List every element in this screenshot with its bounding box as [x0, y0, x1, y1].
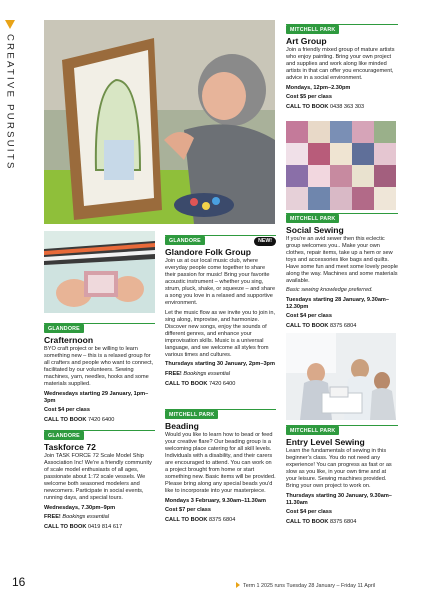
article-note: Basic sewing knowledge preferred.	[286, 287, 373, 293]
article-title: Entry Level Sewing	[286, 436, 365, 447]
article-title: Beading	[165, 420, 199, 431]
article-schedule: Thursdays starting 30 January, 2pm–3pm	[165, 361, 275, 367]
phone-number: 0438 363 303	[329, 104, 365, 110]
photo-painting-easel	[44, 20, 275, 224]
article-title: Social Sewing	[286, 224, 344, 235]
location-tag: GLANDORE	[165, 236, 205, 245]
location-tag: MITCHELL PARK	[165, 410, 218, 419]
section-marker-triangle	[5, 20, 15, 29]
photo-quilt	[286, 121, 396, 210]
article-entry-level-sewing	[286, 425, 398, 526]
call-to-book: CALL TO BOOK 0438 363 303	[286, 104, 365, 110]
location-tag: MITCHELL PARK	[286, 426, 339, 435]
article-taskforce-72	[44, 430, 155, 531]
call-to-book: CALL TO BOOK 8375 6804	[286, 323, 357, 329]
location-tag: GLANDORE	[44, 431, 84, 440]
article-body: Join a friendly mixed group of mature artists who enjoy painting. Bring your own project and supplies and work along like minded artists in that can offer you encouragement, advice in a social environment.	[286, 47, 395, 81]
article-body: BYO craft project or be willing to learn something new – this is a relaxed group for all crafters and people who want to connect, facilitated by our volunteers. Sewing machines, yarn, needles, hooks and some materials supplied.	[44, 346, 154, 387]
article-title: Art Group	[286, 35, 327, 46]
footer-term-dates: Term 1 2025 runs Tuesday 28 January – Friday 11 April	[236, 582, 375, 589]
sidebar-section-title: CREATIVE PURSUITS	[4, 34, 16, 171]
article-title: Crafternoon	[44, 334, 94, 345]
article-schedule: Tuesdays starting 28 January, 9.30am–12.30pm	[286, 296, 390, 310]
location-tag: MITCHELL PARK	[286, 214, 339, 223]
article-tagline	[286, 425, 398, 434]
phone-number: 8375 6804	[329, 323, 357, 329]
phone-number: 7420 6400	[87, 417, 115, 423]
article-cost: Cost $7 per class	[165, 507, 212, 513]
call-to-book: CALL TO BOOK 7420 6400	[165, 380, 236, 387]
article-tagline	[165, 409, 276, 418]
article-tagline	[44, 323, 155, 332]
article-title: Glandore Folk Group	[165, 246, 251, 257]
article-schedule: Wednesdays, 7.30pm–9pm	[44, 504, 116, 511]
article-crafternoon	[44, 323, 155, 424]
phone-number: 8375 6804	[208, 517, 236, 523]
article-schedule: Mondays, 12pm–2.30pm	[286, 84, 351, 91]
article-glandore-folk-group	[165, 235, 276, 388]
call-to-book: CALL TO BOOK 0419 814 617	[44, 524, 123, 530]
article-cost: Cost $5 per class	[286, 94, 333, 100]
article-schedule: Mondays 3 February, 9.30am–11.30am	[165, 497, 266, 504]
article-body-2: Let the music flow as we invite you to join in, sing along, improvise, and harmonize. Discover new songs, enjoy the sounds of different genres, and enhance your improvisation skills. Music is a universal language, and we welcome all styles from various times and cultures.	[165, 309, 276, 358]
phone-number: 8375 6804	[329, 519, 357, 525]
article-cost: Cost $4 per class	[286, 313, 333, 319]
article-body: Join us at our local music club, where everyday people come together to share their passion for music! Bring your favorite acoustic instrument – whether you sing, strum, pluck, shake, or squeeze – and share a song you love in a relaxed and supportive environment.	[165, 258, 276, 306]
article-schedule: Thursdays starting 30 January, 9.30am–11.30am	[286, 492, 392, 506]
article-title: Taskforce 72	[44, 441, 96, 452]
article-social-sewing	[286, 213, 398, 330]
phone-number: 0419 814 617	[87, 524, 123, 530]
article-cost: FREE! Bookings essential	[165, 370, 230, 377]
article-body: If you're an avid sewer then this eclectic group welcomes you.. Make your own clothes, repair items, take up a hem or sew toys and accessories like bags and quilts. Have some fun and meet some lovely people along the way. Machines and some materials available.	[286, 236, 398, 284]
article-tagline	[286, 213, 398, 222]
location-tag: GLANDORE	[44, 324, 84, 333]
phone-number: 7420 6400	[208, 380, 236, 387]
location-tag: MITCHELL PARK	[286, 25, 339, 34]
article-cost: Cost $4 per class	[44, 407, 91, 413]
photo-sewing-class	[286, 333, 396, 420]
new-badge: NEW!	[254, 237, 276, 246]
article-body: Learn the fundamentals of sewing in this beginner's class. You do not need any experience! You can progress as fast or as slow as you like, in your own time and at your leisure. Sewing machines provided. Bring your own project to work on.	[286, 448, 392, 489]
article-cost: Cost $4 per class	[286, 509, 333, 515]
article-tagline	[286, 24, 398, 33]
article-body: Would you like to learn how to bead or feed your creative flare? Our beading group is a welcoming place catering for all skill levels. Individuals with a disability, and their carers are encouraged to attend. You can work on a project brought from home or start something new. Basic items will be provided. Please bring along any special beads you'd like to incorporate into your masterpiece.	[165, 432, 276, 494]
article-tagline	[44, 430, 155, 439]
article-beading	[165, 409, 276, 524]
call-to-book: CALL TO BOOK 8375 6804	[286, 519, 357, 525]
call-to-book: CALL TO BOOK 8375 6804	[165, 517, 236, 523]
article-tagline	[165, 235, 276, 244]
page-number: 16	[12, 575, 26, 589]
call-to-book: CALL TO BOOK 7420 6400	[44, 417, 115, 423]
arrow-right-icon	[236, 582, 240, 588]
article-art-group	[286, 24, 398, 111]
article-cost: FREE! Bookings essential	[44, 514, 109, 520]
photo-crafting	[44, 231, 155, 313]
article-body: Join TASK FORCE 72 Scale Model Ship Association Inc! We're a friendly community of scale model enthusiasts of all ages, passionate about 1:72 scale vessels. We welcome both seasoned modelers and newcomers. Participate in social events, running days, and special tours.	[44, 453, 152, 501]
article-schedule: Wednesdays starting 29 January, 1pm–3pm	[44, 390, 149, 404]
